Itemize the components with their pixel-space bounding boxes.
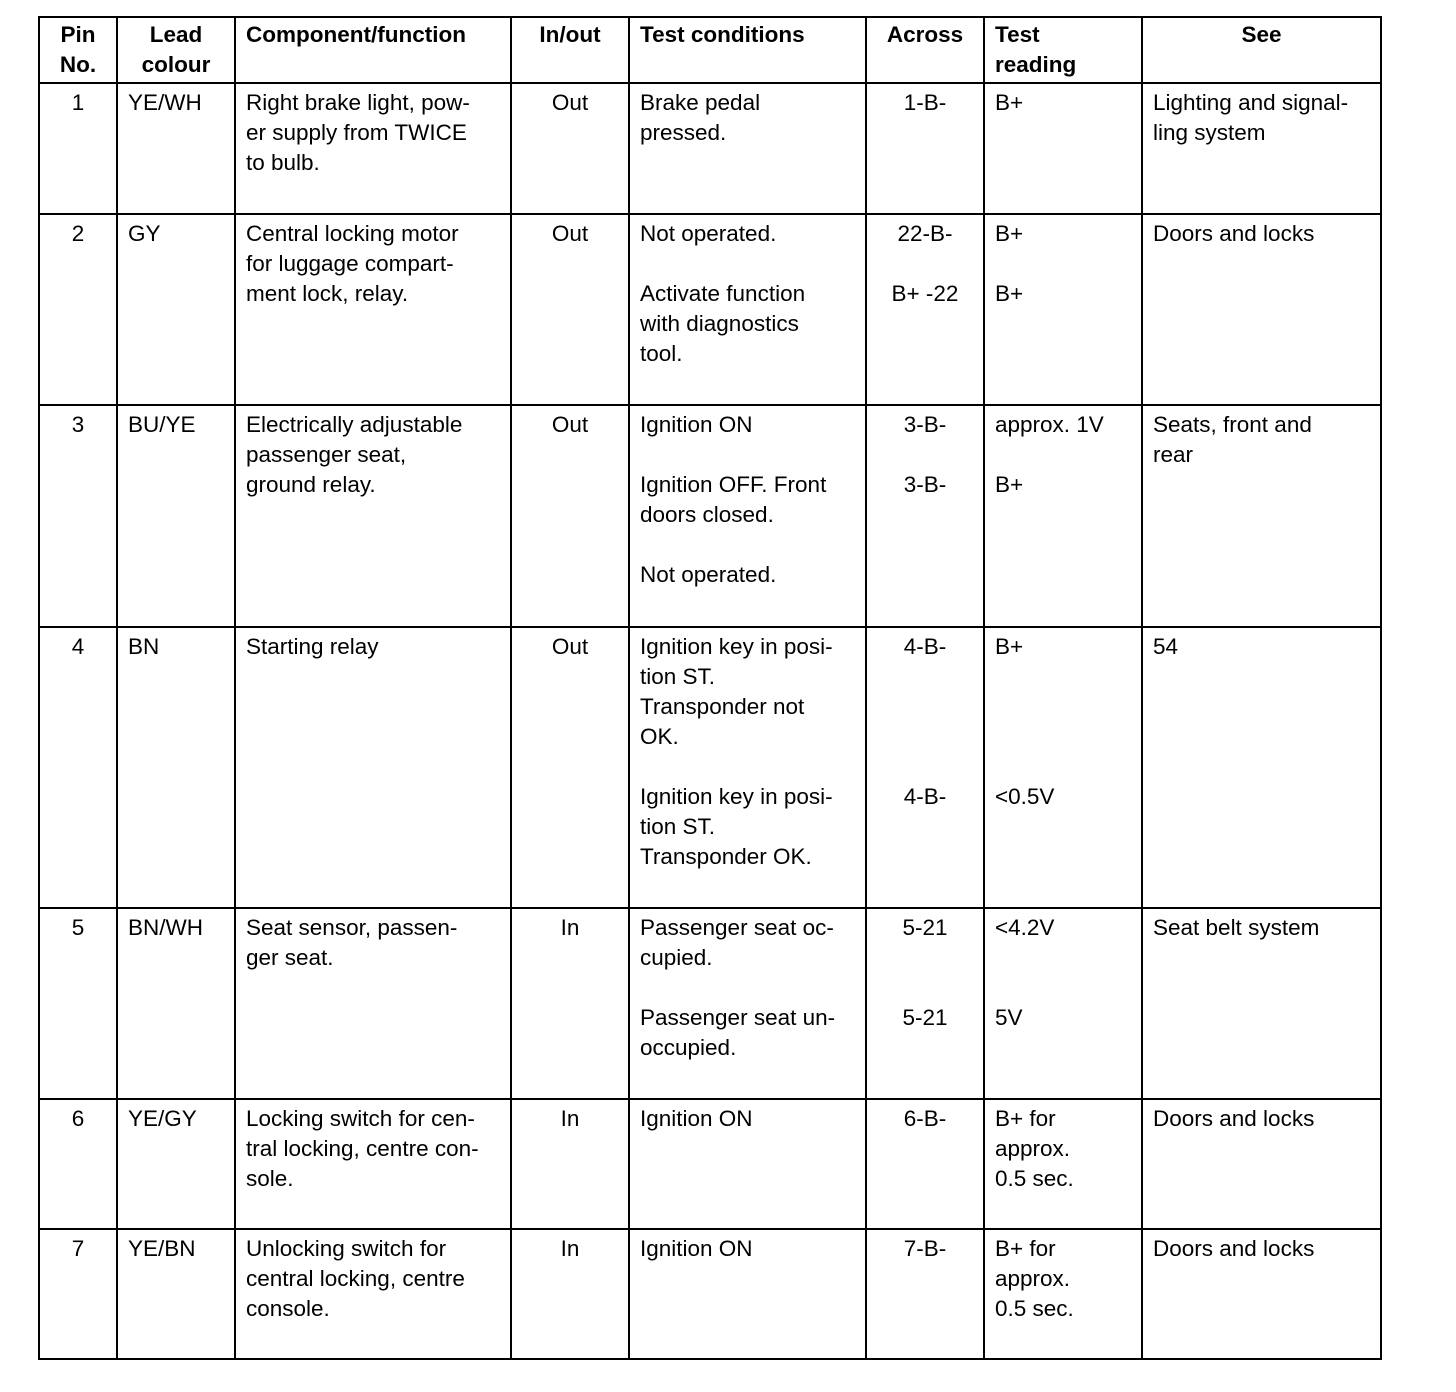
component-cell <box>235 908 511 1099</box>
see-cell <box>1142 908 1381 1099</box>
test-reading-cell <box>984 214 1142 405</box>
component-line: Unlocking switch for <box>246 1236 447 1261</box>
test-reading-line: B+ <box>995 472 1024 497</box>
pin-number: 7 <box>71 1236 85 1261</box>
component-line: er supply from TWICE <box>246 120 467 145</box>
line-gap <box>995 692 1131 722</box>
test-reading-line: approx. 1V <box>995 412 1104 437</box>
see-cell <box>1142 1229 1381 1359</box>
lead-colour-cell <box>117 627 235 908</box>
line-gap <box>995 530 1131 560</box>
table-row <box>39 214 1381 405</box>
component-line: central locking, centre <box>246 1266 465 1291</box>
pin-number-cell <box>39 908 117 1099</box>
lead-colour: YE/WH <box>128 90 202 115</box>
test-reading-cell <box>984 1229 1142 1359</box>
table-row <box>39 405 1381 627</box>
component-line: ground relay. <box>246 472 376 497</box>
header-line: Pin <box>60 22 96 47</box>
across-cell <box>866 627 984 908</box>
test-reading-line: B+ <box>995 221 1024 246</box>
component-line: passenger seat, <box>246 442 407 467</box>
header-line: Test <box>995 22 1040 47</box>
pin-number-cell <box>39 1229 117 1359</box>
component-line: Electrically adjustable <box>246 412 463 437</box>
header-row <box>39 17 1381 83</box>
test-condition-line: occupied. <box>640 1035 737 1060</box>
table-row <box>39 908 1381 1099</box>
across-cell <box>866 1099 984 1229</box>
in-out: In <box>560 1106 580 1131</box>
see-cell <box>1142 627 1381 908</box>
component-line: ger seat. <box>246 945 334 970</box>
test-reading-line: B+ for <box>995 1106 1056 1131</box>
across-value: 5-21 <box>902 1005 948 1030</box>
line-gap <box>995 722 1131 752</box>
see-reference-line: Doors and locks <box>1153 221 1315 246</box>
across-value: 5-21 <box>902 915 948 940</box>
across-value: 4-B- <box>903 634 947 659</box>
line-gap <box>877 309 973 339</box>
test-condition-line: tion ST. <box>640 814 716 839</box>
line-gap <box>877 662 973 692</box>
line-gap <box>877 118 973 148</box>
see-reference-line: Seats, front and <box>1153 412 1312 437</box>
lead-colour-cell <box>117 1229 235 1359</box>
test-condition-line: Transponder OK. <box>640 844 812 869</box>
line-gap <box>877 752 973 782</box>
component-line: tral locking, centre con- <box>246 1136 479 1161</box>
see-cell <box>1142 1099 1381 1229</box>
test-reading-line: 0.5 sec. <box>995 1166 1074 1191</box>
in-out-cell <box>511 627 629 908</box>
across-cell <box>866 83 984 214</box>
header-test-conditions <box>629 17 866 83</box>
line-gap <box>877 943 973 973</box>
see-cell <box>1142 405 1381 627</box>
see-reference-line: Seat belt system <box>1153 915 1320 940</box>
line-gap <box>877 692 973 722</box>
test-condition-line: Transponder not <box>640 694 805 719</box>
test-condition-line: tool. <box>640 341 683 366</box>
line-gap <box>877 249 973 279</box>
pin-number-cell <box>39 83 117 214</box>
across-value: 4-B- <box>903 784 947 809</box>
test-reading-cell <box>984 1099 1142 1229</box>
test-condition-line: Ignition OFF. Front <box>640 472 827 497</box>
pin-number: 3 <box>71 412 85 437</box>
line-gap <box>877 500 973 530</box>
line-gap <box>995 309 1131 339</box>
test-reading-line: 5V <box>995 1005 1023 1030</box>
header-see <box>1142 17 1381 83</box>
across-value: B+ -22 <box>891 281 959 306</box>
test-condition-line: pressed. <box>640 120 727 145</box>
component-line: Central locking motor <box>246 221 459 246</box>
pin-number: 6 <box>71 1106 85 1131</box>
line-gap <box>995 339 1131 369</box>
test-condition-line: tion ST. <box>640 664 716 689</box>
test-condition-line: Not operated. <box>640 221 777 246</box>
test-condition-line: OK. <box>640 724 679 749</box>
in-out: Out <box>551 634 589 659</box>
pin-number-cell <box>39 627 117 908</box>
test-reading-line: B+ <box>995 90 1024 115</box>
test-reading-line: <0.5V <box>995 784 1055 809</box>
header-line: Component/function <box>246 22 466 47</box>
header-line: Across <box>886 22 964 47</box>
header-line: reading <box>995 52 1077 77</box>
component-line: Starting relay <box>246 634 379 659</box>
component-cell <box>235 83 511 214</box>
test-conditions-cell <box>629 83 866 214</box>
pin-number-cell <box>39 1099 117 1229</box>
line-gap <box>877 560 973 590</box>
see-reference-line: Doors and locks <box>1153 1106 1315 1131</box>
across-value: 7-B- <box>903 1236 947 1261</box>
test-condition-line: Ignition key in posi- <box>640 784 833 809</box>
header-line: Test conditions <box>640 22 805 47</box>
line-gap <box>640 973 855 1003</box>
lead-colour-cell <box>117 214 235 405</box>
line-gap <box>995 1033 1131 1063</box>
across-value: 3-B- <box>903 412 947 437</box>
pin-number-cell <box>39 405 117 627</box>
test-condition-line: doors closed. <box>640 502 774 527</box>
component-cell <box>235 214 511 405</box>
line-gap <box>995 440 1131 470</box>
test-condition-line: Ignition key in posi- <box>640 634 833 659</box>
table-row <box>39 1099 1381 1229</box>
test-condition-line: Brake pedal <box>640 90 761 115</box>
line-gap <box>995 118 1131 148</box>
line-gap <box>877 973 973 1003</box>
line-gap <box>995 812 1131 842</box>
table-row <box>39 627 1381 908</box>
test-conditions-cell <box>629 627 866 908</box>
test-condition-line: Not operated. <box>640 562 777 587</box>
line-gap <box>877 812 973 842</box>
in-out: Out <box>551 412 589 437</box>
lead-colour-cell <box>117 83 235 214</box>
across-cell <box>866 908 984 1099</box>
line-gap <box>995 662 1131 692</box>
test-reading-cell <box>984 627 1142 908</box>
see-cell <box>1142 214 1381 405</box>
lead-colour: BU/YE <box>128 412 196 437</box>
line-gap <box>995 943 1131 973</box>
header-test-reading <box>984 17 1142 83</box>
in-out: Out <box>551 90 589 115</box>
across-value: 6-B- <box>903 1106 947 1131</box>
see-reference-line: Lighting and signal- <box>1153 90 1349 115</box>
table-row <box>39 83 1381 214</box>
header-across <box>866 17 984 83</box>
lead-colour: YE/GY <box>128 1106 197 1131</box>
pin-table <box>38 16 1382 1360</box>
component-line: Locking switch for cen- <box>246 1106 475 1131</box>
line-gap <box>995 560 1131 590</box>
component-line: Seat sensor, passen- <box>246 915 458 940</box>
test-conditions-cell <box>629 1099 866 1229</box>
test-condition-line: cupied. <box>640 945 713 970</box>
line-gap <box>640 440 855 470</box>
lead-colour: BN <box>128 634 160 659</box>
test-reading-cell <box>984 908 1142 1099</box>
test-conditions-cell <box>629 214 866 405</box>
pin-number: 1 <box>71 90 85 115</box>
line-gap <box>877 842 973 872</box>
line-gap <box>877 1033 973 1063</box>
test-condition-line: with diagnostics <box>640 311 799 336</box>
header-in-out <box>511 17 629 83</box>
test-conditions-cell <box>629 908 866 1099</box>
component-line: Right brake light, pow- <box>246 90 470 115</box>
lead-colour: GY <box>128 221 161 246</box>
test-reading-line: <4.2V <box>995 915 1055 940</box>
test-reading-line: B+ <box>995 634 1024 659</box>
test-reading-line: approx. <box>995 1266 1071 1291</box>
lead-colour-cell <box>117 405 235 627</box>
in-out: In <box>560 1236 580 1261</box>
line-gap <box>640 249 855 279</box>
test-reading-line: 0.5 sec. <box>995 1296 1074 1321</box>
test-condition-line: Ignition ON <box>640 1106 753 1131</box>
across-value: 22-B- <box>897 221 953 246</box>
in-out-cell <box>511 405 629 627</box>
component-line: console. <box>246 1296 330 1321</box>
in-out-cell <box>511 83 629 214</box>
lead-colour: YE/BN <box>128 1236 196 1261</box>
lead-colour-cell <box>117 1099 235 1229</box>
header-line: In/out <box>539 22 601 47</box>
test-condition-line: Ignition ON <box>640 1236 753 1261</box>
pin-number: 2 <box>71 221 85 246</box>
component-cell <box>235 1229 511 1359</box>
test-condition-line: Activate function <box>640 281 806 306</box>
across-value: 1-B- <box>903 90 947 115</box>
component-line: sole. <box>246 1166 294 1191</box>
in-out: In <box>560 915 580 940</box>
component-line: ment lock, relay. <box>246 281 409 306</box>
across-cell <box>866 1229 984 1359</box>
in-out: Out <box>551 221 589 246</box>
test-reading-line: B+ for <box>995 1236 1056 1261</box>
component-cell <box>235 627 511 908</box>
header-line: No. <box>59 52 97 77</box>
line-gap <box>877 440 973 470</box>
across-value: 3-B- <box>903 472 947 497</box>
see-reference-line: 54 <box>1153 634 1179 659</box>
line-gap <box>995 752 1131 782</box>
pin-number: 5 <box>71 915 85 940</box>
in-out-cell <box>511 1099 629 1229</box>
header-pin <box>39 17 117 83</box>
header-lead-colour <box>117 17 235 83</box>
across-cell <box>866 405 984 627</box>
in-out-cell <box>511 908 629 1099</box>
line-gap <box>995 842 1131 872</box>
component-line: to bulb. <box>246 150 320 175</box>
test-condition-line: Passenger seat oc- <box>640 915 834 940</box>
lead-colour-cell <box>117 908 235 1099</box>
pin-number: 4 <box>71 634 85 659</box>
in-out-cell <box>511 1229 629 1359</box>
component-cell <box>235 405 511 627</box>
component-cell <box>235 1099 511 1229</box>
pin-number-cell <box>39 214 117 405</box>
line-gap <box>995 973 1131 1003</box>
line-gap <box>877 530 973 560</box>
component-line: for luggage compart- <box>246 251 454 276</box>
line-gap <box>877 722 973 752</box>
header-component <box>235 17 511 83</box>
table-row <box>39 1229 1381 1359</box>
across-cell <box>866 214 984 405</box>
test-condition-line: Ignition ON <box>640 412 753 437</box>
lead-colour: BN/WH <box>128 915 203 940</box>
line-gap <box>995 249 1131 279</box>
see-reference-line: Doors and locks <box>1153 1236 1315 1261</box>
see-reference-line: rear <box>1153 442 1194 467</box>
test-reading-line: approx. <box>995 1136 1071 1161</box>
test-condition-line: Passenger seat un- <box>640 1005 836 1030</box>
header-line: Lead <box>149 22 203 47</box>
header-line: colour <box>141 52 211 77</box>
see-reference-line: ling system <box>1153 120 1266 145</box>
see-cell <box>1142 83 1381 214</box>
test-reading-line: B+ <box>995 281 1024 306</box>
test-reading-cell <box>984 405 1142 627</box>
test-conditions-cell <box>629 405 866 627</box>
line-gap <box>640 752 855 782</box>
line-gap <box>995 500 1131 530</box>
in-out-cell <box>511 214 629 405</box>
test-reading-cell <box>984 83 1142 214</box>
test-conditions-cell <box>629 1229 866 1359</box>
line-gap <box>640 530 855 560</box>
line-gap <box>877 339 973 369</box>
header-line: See <box>1241 22 1282 47</box>
